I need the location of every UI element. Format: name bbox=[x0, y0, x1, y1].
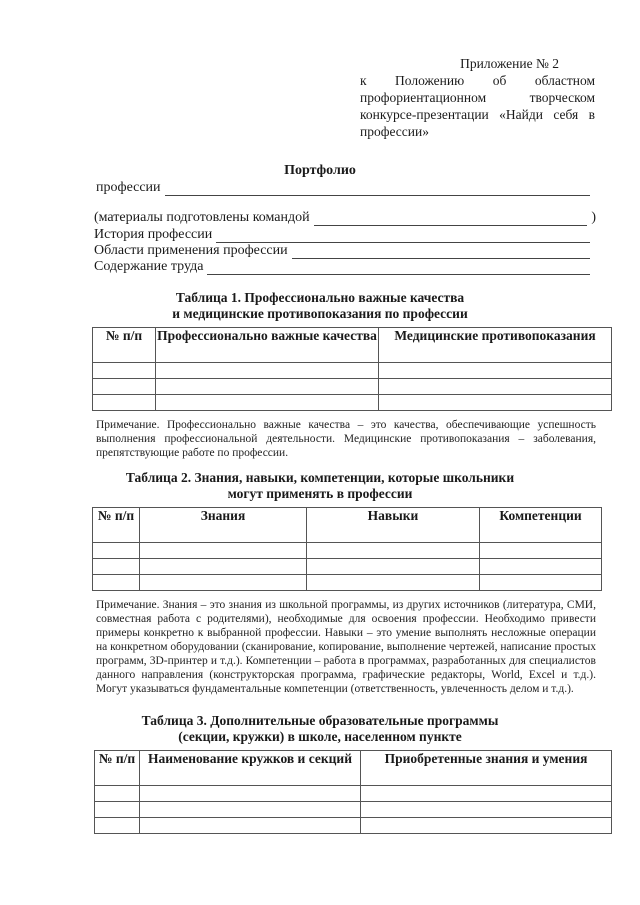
table-header-row bbox=[93, 508, 602, 543]
portfolio-title: Портфолио bbox=[284, 163, 356, 178]
table-row bbox=[93, 363, 612, 379]
areas-field[interactable] bbox=[94, 243, 590, 259]
history-blank[interactable] bbox=[216, 230, 590, 243]
table1-caption: Таблица 1. Профессионально важные качества и медицинские противопоказания по профессии bbox=[172, 290, 468, 321]
content-field[interactable] bbox=[94, 259, 590, 275]
team-label: (материалы подготовлены командой bbox=[94, 210, 310, 225]
table1-note: Примечание. Профессионально важные качества – это качества, обеспечивающие успешность выполнения профессиональной деятельности. Медицинские противопоказания – заболевания, препятствующие работе по профессии. bbox=[96, 419, 596, 459]
table2-note: Примечание. Знания – это знания из школьной программы, из других источников (литература, СМИ, совместная работа с родителями), необходимые для освоения профессии. Необходимо привести примеры конкретно к выбранной профессии. Навыки – это умение выполнять несложные операции на конкретном оборудовании (сканирование, копирование, выполнение чертежей, написание простых программ, 3D-принтер и т.д.). Компетенции – работа в программах, разработанных для специалистов данного направления (конструкторская программа, графические редакторы, World, Excel и т.д.). Могут указываться фундаментальные компетенции (ответственность, увлеченность делом и т.д.). bbox=[96, 599, 596, 695]
areas-blank[interactable] bbox=[292, 246, 590, 259]
table1-col-contraindications: Медицинские противопоказания bbox=[379, 328, 612, 363]
areas-label: Области применения профессии bbox=[94, 243, 288, 258]
table1 bbox=[92, 327, 612, 411]
table2-col-competencies: Компетенции bbox=[480, 508, 602, 543]
table-row bbox=[93, 575, 602, 591]
profession-field[interactable] bbox=[96, 180, 590, 196]
table2-col-number: № п/п bbox=[93, 508, 140, 543]
profession-label: профессии bbox=[96, 180, 161, 195]
history-label: История профессии bbox=[94, 227, 213, 242]
team-close-paren: ) bbox=[591, 210, 596, 225]
table3-caption: Таблица 3. Дополнительные образовательные программы (секции, кружки) в школе, населенном пункте bbox=[141, 713, 499, 744]
content-blank[interactable] bbox=[207, 262, 590, 275]
table2-col-skills: Навыки bbox=[307, 508, 480, 543]
table-row bbox=[93, 543, 602, 559]
table2-col-knowledge: Знания bbox=[140, 508, 307, 543]
profession-blank[interactable] bbox=[165, 183, 590, 196]
table-header-row bbox=[95, 751, 612, 786]
history-field[interactable] bbox=[94, 227, 590, 243]
table3-col-clubs: Наименование кружков и секций bbox=[140, 751, 361, 786]
team-blank[interactable] bbox=[314, 213, 588, 226]
table3 bbox=[94, 750, 612, 834]
content-label: Содержание труда bbox=[94, 259, 204, 274]
table-row bbox=[95, 802, 612, 818]
appendix-block bbox=[360, 55, 595, 140]
table2 bbox=[92, 507, 602, 591]
table3-col-acquired-skills: Приобретенные знания и умения bbox=[361, 751, 612, 786]
table2-caption: Таблица 2. Знания, навыки, компетенции, которые школьники могут применять в профессии bbox=[125, 470, 515, 501]
table1-col-number: № п/п bbox=[93, 328, 156, 363]
table-row bbox=[95, 786, 612, 802]
appendix-number: Приложение № 2 bbox=[460, 56, 559, 71]
appendix-reference: к Положению об областном профориентационном творческом конкурсе-презентации «Найди себя в профессии» bbox=[360, 73, 595, 139]
table3-col-number: № п/п bbox=[95, 751, 140, 786]
table-header-row bbox=[93, 328, 612, 363]
table-row bbox=[93, 395, 612, 411]
table-row bbox=[95, 818, 612, 834]
table1-col-qualities: Профессионально важные качества bbox=[156, 328, 379, 363]
table-row bbox=[93, 559, 602, 575]
team-field[interactable] bbox=[94, 210, 596, 226]
table-row bbox=[93, 379, 612, 395]
